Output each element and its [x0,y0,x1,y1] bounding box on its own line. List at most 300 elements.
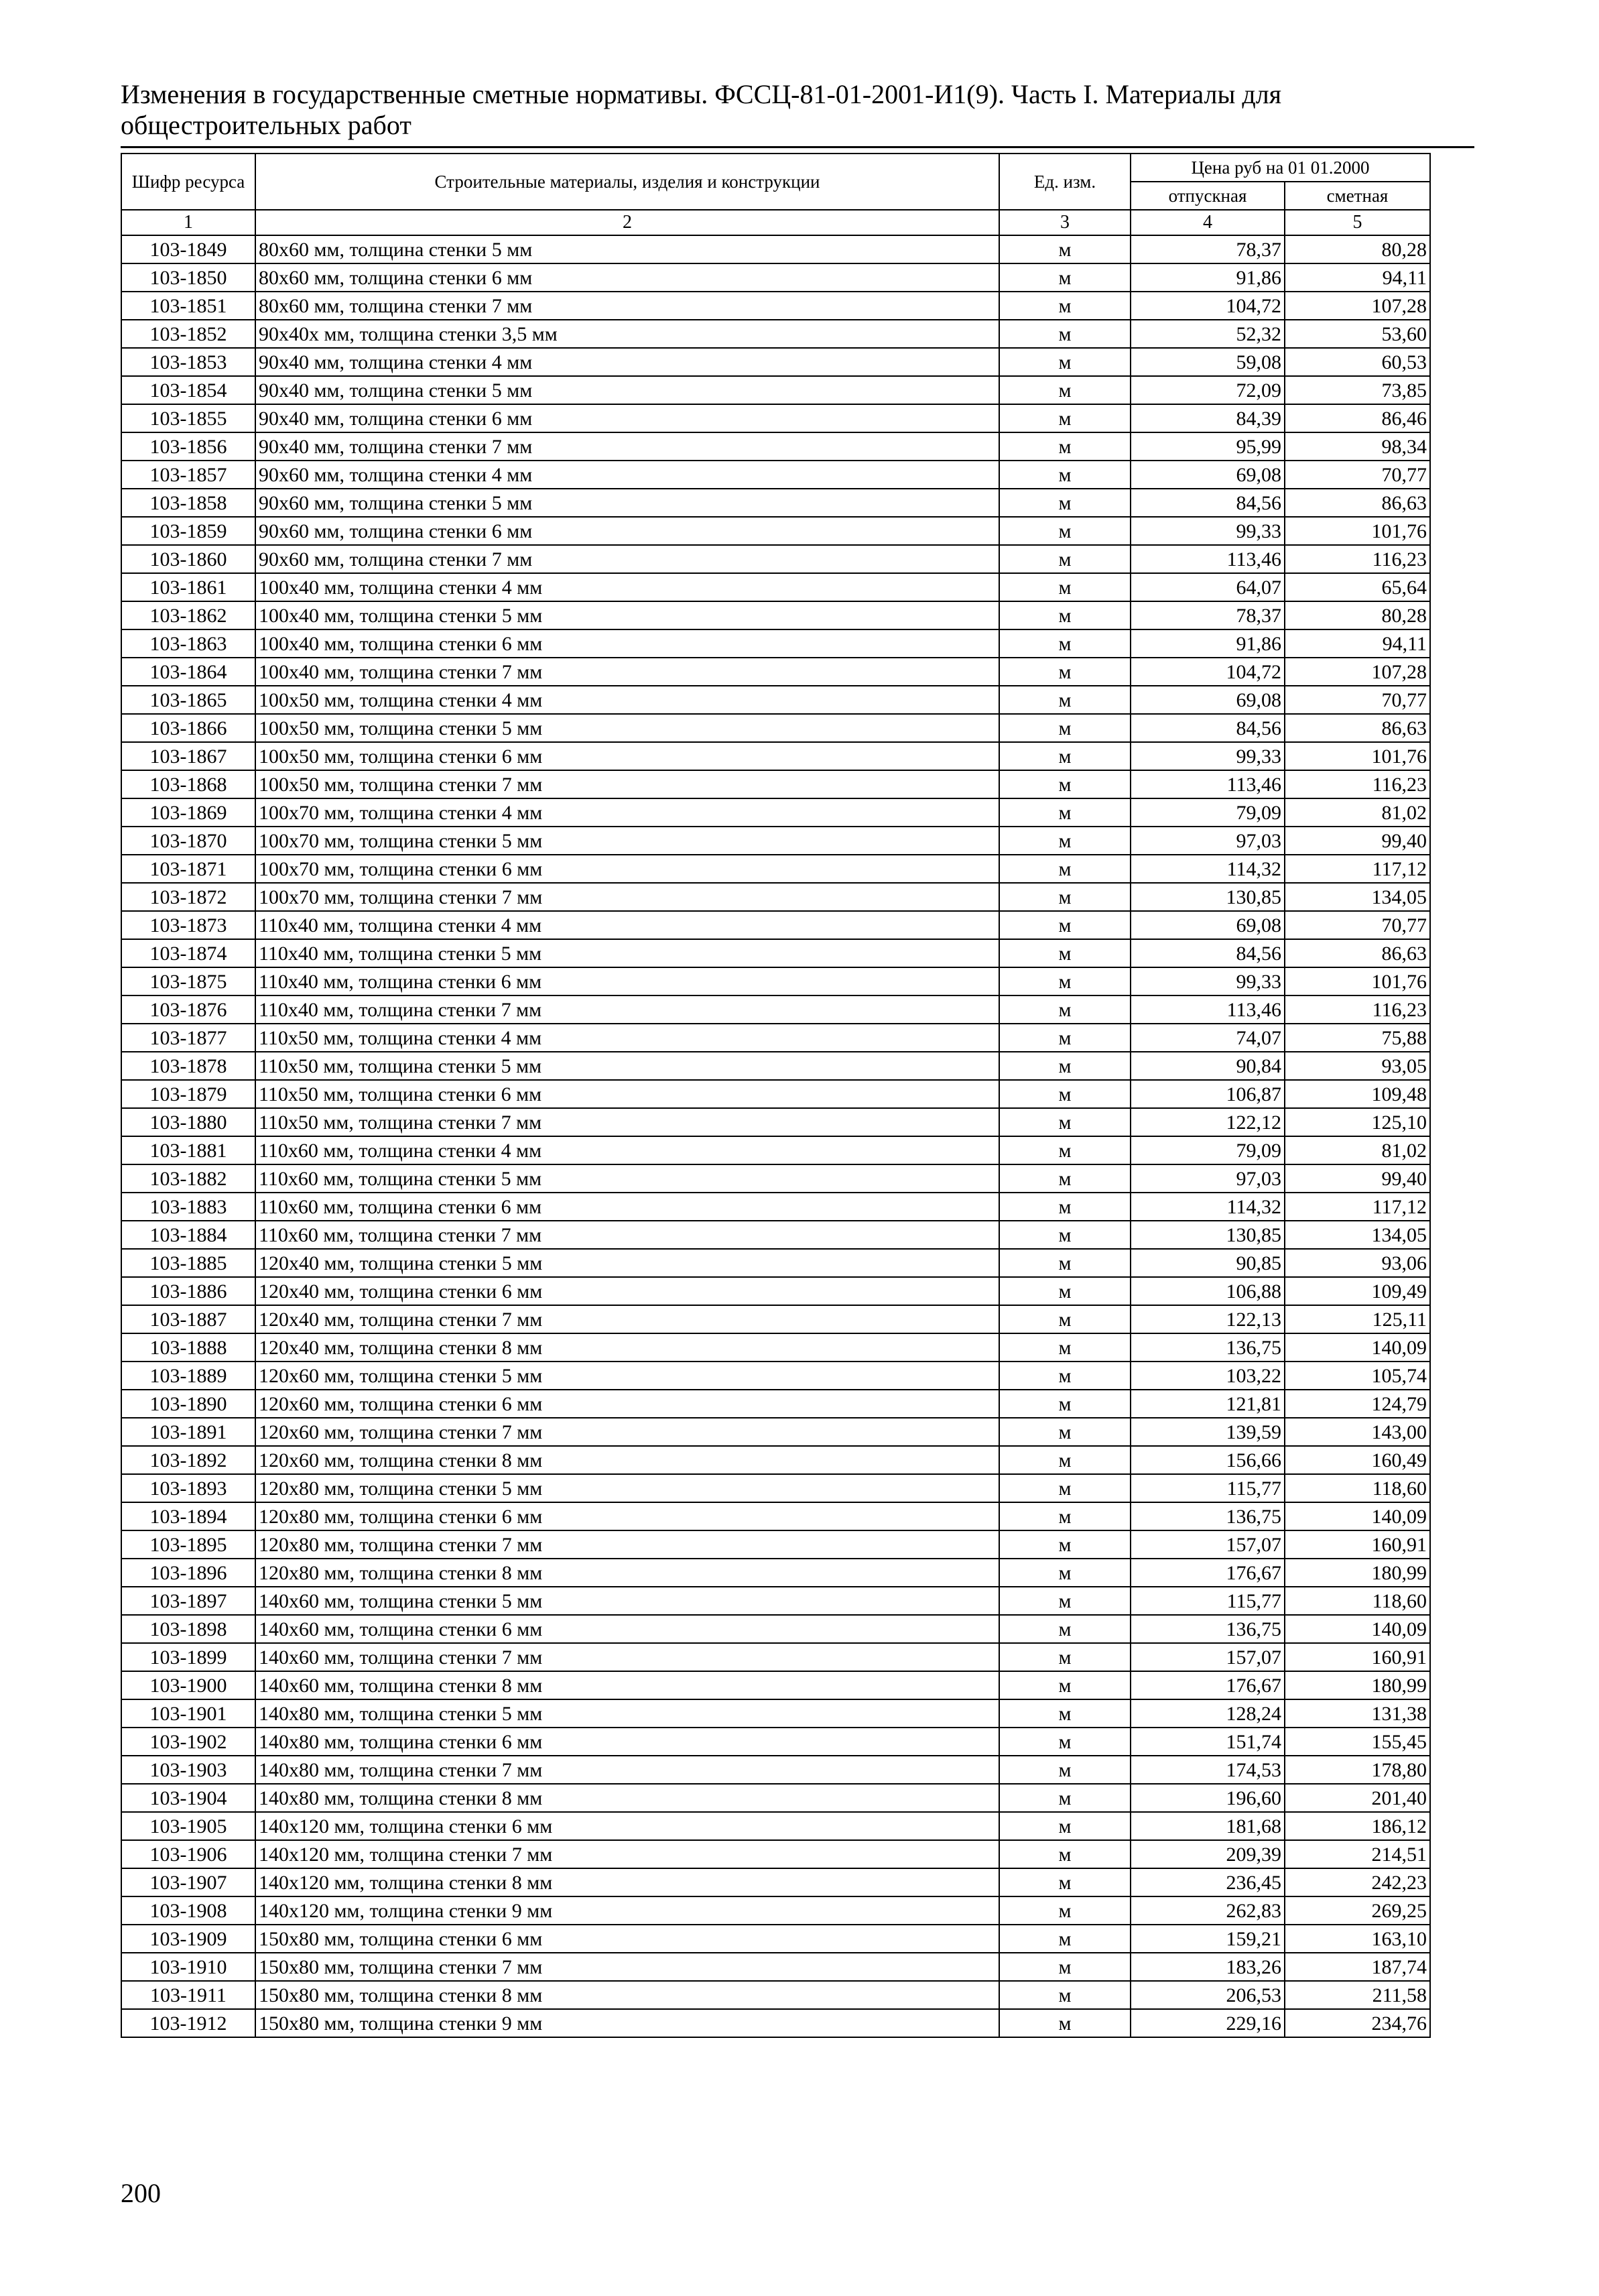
unit: м [999,320,1131,348]
col-unit-header: Ед. изм. [999,154,1131,210]
material-name: 140x120 мм, толщина стенки 8 мм [255,1868,999,1896]
unit: м [999,601,1131,629]
price-estimate: 93,05 [1285,1052,1430,1080]
table-row [121,1024,1430,1052]
price-release: 103,22 [1131,1362,1285,1390]
resource-code: 103-1901 [121,1699,255,1728]
price-release: 262,83 [1131,1896,1285,1925]
resource-code: 103-1850 [121,263,255,292]
unit: м [999,348,1131,376]
material-name: 100x70 мм, толщина стенки 6 мм [255,855,999,883]
table-row [121,911,1430,939]
price-estimate: 125,10 [1285,1108,1430,1136]
material-name: 120x40 мм, толщина стенки 5 мм [255,1249,999,1277]
resource-code: 103-1883 [121,1193,255,1221]
table-row [121,545,1430,573]
price-estimate: 178,80 [1285,1756,1430,1784]
price-estimate: 186,12 [1285,1812,1430,1840]
price-release: 69,08 [1131,686,1285,714]
price-release: 78,37 [1131,235,1285,263]
price-release: 181,68 [1131,1812,1285,1840]
table-row [121,601,1430,629]
unit: м [999,1784,1131,1812]
resource-code: 103-1893 [121,1474,255,1502]
resource-code: 103-1849 [121,235,255,263]
unit: м [999,1896,1131,1925]
table-row [121,1108,1430,1136]
material-name: 120x40 мм, толщина стенки 8 мм [255,1333,999,1362]
unit: м [999,686,1131,714]
unit: м [999,1587,1131,1615]
material-name: 110x40 мм, толщина стенки 7 мм [255,995,999,1024]
material-name: 110x60 мм, толщина стенки 4 мм [255,1136,999,1164]
price-estimate: 187,74 [1285,1953,1430,1981]
price-estimate: 53,60 [1285,320,1430,348]
col-number-1: 1 [121,210,255,235]
price-release: 206,53 [1131,1981,1285,2009]
material-name: 150x80 мм, толщина стенки 6 мм [255,1925,999,1953]
price-release: 196,60 [1131,1784,1285,1812]
price-release: 209,39 [1131,1840,1285,1868]
resource-code: 103-1889 [121,1362,255,1390]
price-estimate: 109,49 [1285,1277,1430,1305]
table-row [121,1249,1430,1277]
table-row [121,1728,1430,1756]
material-name: 90x40x мм, толщина стенки 3,5 мм [255,320,999,348]
price-estimate: 140,09 [1285,1333,1430,1362]
resource-code: 103-1873 [121,911,255,939]
price-release: 97,03 [1131,827,1285,855]
resource-code: 103-1855 [121,404,255,432]
price-release: 99,33 [1131,967,1285,995]
material-name: 90x60 мм, толщина стенки 4 мм [255,461,999,489]
material-name: 140x80 мм, толщина стенки 7 мм [255,1756,999,1784]
material-name: 100x40 мм, толщина стенки 5 мм [255,601,999,629]
table-row [121,489,1430,517]
price-release: 79,09 [1131,1136,1285,1164]
price-release: 84,56 [1131,489,1285,517]
price-release: 113,46 [1131,995,1285,1024]
resource-code: 103-1905 [121,1812,255,1840]
price-estimate: 211,58 [1285,1981,1430,2009]
price-estimate: 99,40 [1285,1164,1430,1193]
resource-code: 103-1909 [121,1925,255,1953]
table-row [121,995,1430,1024]
unit: м [999,1868,1131,1896]
material-name: 150x80 мм, толщина стенки 7 мм [255,1953,999,1981]
resource-code: 103-1876 [121,995,255,1024]
material-name: 120x60 мм, толщина стенки 8 мм [255,1446,999,1474]
table-row [121,461,1430,489]
material-name: 90x40 мм, толщина стенки 5 мм [255,376,999,404]
price-release: 159,21 [1131,1925,1285,1953]
resource-code: 103-1895 [121,1530,255,1559]
price-estimate: 160,91 [1285,1643,1430,1671]
table-row [121,1277,1430,1305]
material-name: 140x80 мм, толщина стенки 5 мм [255,1699,999,1728]
price-release: 157,07 [1131,1643,1285,1671]
price-estimate: 94,11 [1285,263,1430,292]
price-estimate: 80,28 [1285,235,1430,263]
unit: м [999,742,1131,770]
resource-code: 103-1894 [121,1502,255,1530]
price-release: 99,33 [1131,742,1285,770]
material-name: 110x50 мм, толщина стенки 4 мм [255,1024,999,1052]
resource-code: 103-1869 [121,798,255,827]
material-name: 90x60 мм, толщина стенки 5 мм [255,489,999,517]
table-row [121,235,1430,263]
unit: м [999,939,1131,967]
header-line-2: общестроительных работ [121,110,411,140]
table-row [121,404,1430,432]
material-name: 120x80 мм, толщина стенки 6 мм [255,1502,999,1530]
material-name: 90x60 мм, толщина стенки 7 мм [255,545,999,573]
unit: м [999,1502,1131,1530]
material-name: 140x80 мм, толщина стенки 6 мм [255,1728,999,1756]
material-name: 90x40 мм, толщина стенки 4 мм [255,348,999,376]
col-number-2: 2 [255,210,999,235]
resource-code: 103-1862 [121,601,255,629]
resource-code: 103-1891 [121,1418,255,1446]
col-number-5: 5 [1285,210,1430,235]
page-number: 200 [121,2178,161,2208]
col-estimate-header: сметная [1285,182,1430,210]
material-name: 110x60 мм, толщина стенки 5 мм [255,1164,999,1193]
material-name: 140x80 мм, толщина стенки 8 мм [255,1784,999,1812]
unit: м [999,1390,1131,1418]
price-release: 136,75 [1131,1333,1285,1362]
unit: м [999,1699,1131,1728]
price-release: 229,16 [1131,2009,1285,2037]
price-estimate: 140,09 [1285,1615,1430,1643]
resource-code: 103-1872 [121,883,255,911]
table-row [121,883,1430,911]
price-release: 72,09 [1131,376,1285,404]
resource-code: 103-1911 [121,1981,255,2009]
price-estimate: 214,51 [1285,1840,1430,1868]
material-name: 110x40 мм, толщина стенки 6 мм [255,967,999,995]
resource-code: 103-1897 [121,1587,255,1615]
price-release: 99,33 [1131,517,1285,545]
price-estimate: 131,38 [1285,1699,1430,1728]
price-estimate: 117,12 [1285,855,1430,883]
price-release: 90,84 [1131,1052,1285,1080]
resource-code: 103-1854 [121,376,255,404]
material-name: 140x60 мм, толщина стенки 8 мм [255,1671,999,1699]
table-row [121,1502,1430,1530]
price-release: 174,53 [1131,1756,1285,1784]
unit: м [999,1277,1131,1305]
price-estimate: 105,74 [1285,1362,1430,1390]
unit: м [999,545,1131,573]
price-estimate: 201,40 [1285,1784,1430,1812]
resource-code: 103-1879 [121,1080,255,1108]
table-row [121,1080,1430,1108]
material-name: 80x60 мм, толщина стенки 6 мм [255,263,999,292]
resource-code: 103-1885 [121,1249,255,1277]
table-row [121,1221,1430,1249]
unit: м [999,827,1131,855]
table-row [121,770,1430,798]
unit: м [999,1052,1131,1080]
price-estimate: 75,88 [1285,1024,1430,1052]
material-name: 100x40 мм, толщина стенки 4 мм [255,573,999,601]
unit: м [999,1559,1131,1587]
table-row [121,1784,1430,1812]
unit: м [999,1643,1131,1671]
table-row [121,1615,1430,1643]
material-name: 140x60 мм, толщина стенки 7 мм [255,1643,999,1671]
unit: м [999,1249,1131,1277]
price-release: 104,72 [1131,292,1285,320]
unit: м [999,1981,1131,2009]
price-estimate: 116,23 [1285,545,1430,573]
price-release: 156,66 [1131,1446,1285,1474]
resource-code: 103-1853 [121,348,255,376]
price-estimate: 155,45 [1285,1728,1430,1756]
table-row [121,1840,1430,1868]
table-row [121,1193,1430,1221]
price-release: 95,99 [1131,432,1285,461]
table-row [121,1136,1430,1164]
unit: м [999,235,1131,263]
price-estimate: 73,85 [1285,376,1430,404]
unit: м [999,1080,1131,1108]
table-row [121,1925,1430,1953]
material-name: 120x40 мм, толщина стенки 6 мм [255,1277,999,1305]
price-release: 122,12 [1131,1108,1285,1136]
price-release: 84,39 [1131,404,1285,432]
price-release: 136,75 [1131,1502,1285,1530]
price-estimate: 70,77 [1285,911,1430,939]
unit: м [999,517,1131,545]
unit: м [999,489,1131,517]
unit: м [999,432,1131,461]
material-name: 120x60 мм, толщина стенки 7 мм [255,1418,999,1446]
unit: м [999,629,1131,658]
unit: м [999,1728,1131,1756]
table-row [121,1418,1430,1446]
table-body [121,235,1430,2037]
price-release: 114,32 [1131,855,1285,883]
table-row [121,376,1430,404]
col-price-header: Цена руб на 01 01.2000 [1131,154,1430,182]
resource-code: 103-1904 [121,1784,255,1812]
table-row [121,320,1430,348]
table-row [121,432,1430,461]
resource-code: 103-1864 [121,658,255,686]
price-estimate: 125,11 [1285,1305,1430,1333]
resource-code: 103-1867 [121,742,255,770]
table-row [121,1587,1430,1615]
resource-code: 103-1858 [121,489,255,517]
document-header [121,79,1448,141]
resource-code: 103-1852 [121,320,255,348]
material-name: 120x40 мм, толщина стенки 7 мм [255,1305,999,1333]
price-release: 115,77 [1131,1474,1285,1502]
price-release: 113,46 [1131,770,1285,798]
price-estimate: 81,02 [1285,798,1430,827]
price-estimate: 134,05 [1285,883,1430,911]
price-estimate: 180,99 [1285,1671,1430,1699]
material-name: 100x50 мм, толщина стенки 4 мм [255,686,999,714]
materials-table [121,153,1431,2038]
table-row [121,1756,1430,1784]
price-estimate: 134,05 [1285,1221,1430,1249]
price-release: 122,13 [1131,1305,1285,1333]
price-estimate: 80,28 [1285,601,1430,629]
resource-code: 103-1865 [121,686,255,714]
resource-code: 103-1868 [121,770,255,798]
resource-code: 103-1877 [121,1024,255,1052]
table-row [121,1362,1430,1390]
table-row [121,292,1430,320]
material-name: 100x50 мм, толщина стенки 7 мм [255,770,999,798]
table-row [121,1812,1430,1840]
material-name: 90x60 мм, толщина стенки 6 мм [255,517,999,545]
table-row [121,1896,1430,1925]
price-estimate: 93,06 [1285,1249,1430,1277]
unit: м [999,404,1131,432]
table-row [121,1953,1430,1981]
material-name: 100x70 мм, толщина стенки 5 мм [255,827,999,855]
col-number-4: 4 [1131,210,1285,235]
price-release: 128,24 [1131,1699,1285,1728]
price-estimate: 65,64 [1285,573,1430,601]
unit: м [999,798,1131,827]
table-row [121,1671,1430,1699]
table-row [121,348,1430,376]
price-release: 91,86 [1131,629,1285,658]
price-estimate: 86,46 [1285,404,1430,432]
unit: м [999,883,1131,911]
table-row [121,658,1430,686]
price-release: 114,32 [1131,1193,1285,1221]
resource-code: 103-1900 [121,1671,255,1699]
resource-code: 103-1898 [121,1615,255,1643]
material-name: 120x60 мм, толщина стенки 6 мм [255,1390,999,1418]
price-estimate: 101,76 [1285,517,1430,545]
price-estimate: 70,77 [1285,461,1430,489]
resource-code: 103-1890 [121,1390,255,1418]
unit: м [999,1136,1131,1164]
unit: м [999,1474,1131,1502]
material-name: 140x120 мм, толщина стенки 7 мм [255,1840,999,1868]
price-estimate: 86,63 [1285,714,1430,742]
unit: м [999,1024,1131,1052]
resource-code: 103-1888 [121,1333,255,1362]
unit: м [999,1615,1131,1643]
resource-code: 103-1903 [121,1756,255,1784]
material-name: 100x50 мм, толщина стенки 5 мм [255,714,999,742]
price-estimate: 163,10 [1285,1925,1430,1953]
material-name: 120x80 мм, толщина стенки 8 мм [255,1559,999,1587]
price-release: 115,77 [1131,1587,1285,1615]
unit: м [999,1671,1131,1699]
price-release: 130,85 [1131,883,1285,911]
material-name: 90x40 мм, толщина стенки 6 мм [255,404,999,432]
price-release: 183,26 [1131,1953,1285,1981]
price-estimate: 86,63 [1285,939,1430,967]
unit: м [999,995,1131,1024]
resource-code: 103-1878 [121,1052,255,1080]
price-release: 139,59 [1131,1418,1285,1446]
price-estimate: 124,79 [1285,1390,1430,1418]
resource-code: 103-1902 [121,1728,255,1756]
unit: м [999,1333,1131,1362]
resource-code: 103-1857 [121,461,255,489]
price-estimate: 143,00 [1285,1418,1430,1446]
price-release: 84,56 [1131,714,1285,742]
table-row [121,1305,1430,1333]
material-name: 110x60 мм, толщина стенки 6 мм [255,1193,999,1221]
price-release: 84,56 [1131,939,1285,967]
price-estimate: 180,99 [1285,1559,1430,1587]
resource-code: 103-1875 [121,967,255,995]
unit: м [999,658,1131,686]
material-name: 100x40 мм, толщина стенки 6 мм [255,629,999,658]
price-release: 78,37 [1131,601,1285,629]
unit: м [999,376,1131,404]
resource-code: 103-1899 [121,1643,255,1671]
table-row [121,798,1430,827]
material-name: 120x80 мм, толщина стенки 5 мм [255,1474,999,1502]
price-estimate: 101,76 [1285,742,1430,770]
unit: м [999,1530,1131,1559]
price-estimate: 99,40 [1285,827,1430,855]
header-rule [121,146,1474,148]
table-row [121,1446,1430,1474]
table-row [121,1643,1430,1671]
resource-code: 103-1880 [121,1108,255,1136]
price-release: 90,85 [1131,1249,1285,1277]
unit: м [999,292,1131,320]
price-release: 151,74 [1131,1728,1285,1756]
price-release: 97,03 [1131,1164,1285,1193]
table-row [121,1164,1430,1193]
table-row [121,573,1430,601]
unit: м [999,1305,1131,1333]
material-name: 100x40 мм, толщина стенки 7 мм [255,658,999,686]
price-release: 59,08 [1131,348,1285,376]
resource-code: 103-1860 [121,545,255,573]
price-release: 64,07 [1131,573,1285,601]
resource-code: 103-1861 [121,573,255,601]
material-name: 100x70 мм, толщина стенки 7 мм [255,883,999,911]
price-estimate: 242,23 [1285,1868,1430,1896]
material-name: 140x60 мм, толщина стенки 6 мм [255,1615,999,1643]
price-estimate: 98,34 [1285,432,1430,461]
price-release: 79,09 [1131,798,1285,827]
unit: м [999,770,1131,798]
col-number-3: 3 [999,210,1131,235]
price-release: 91,86 [1131,263,1285,292]
unit: м [999,967,1131,995]
resource-code: 103-1882 [121,1164,255,1193]
price-release: 113,46 [1131,545,1285,573]
resource-code: 103-1906 [121,1840,255,1868]
price-estimate: 116,23 [1285,995,1430,1024]
material-name: 110x50 мм, толщина стенки 6 мм [255,1080,999,1108]
material-name: 100x70 мм, толщина стенки 4 мм [255,798,999,827]
price-estimate: 140,09 [1285,1502,1430,1530]
resource-code: 103-1863 [121,629,255,658]
table-row [121,1699,1430,1728]
unit: м [999,1840,1131,1868]
resource-code: 103-1884 [121,1221,255,1249]
resource-code: 103-1886 [121,1277,255,1305]
price-estimate: 160,49 [1285,1446,1430,1474]
